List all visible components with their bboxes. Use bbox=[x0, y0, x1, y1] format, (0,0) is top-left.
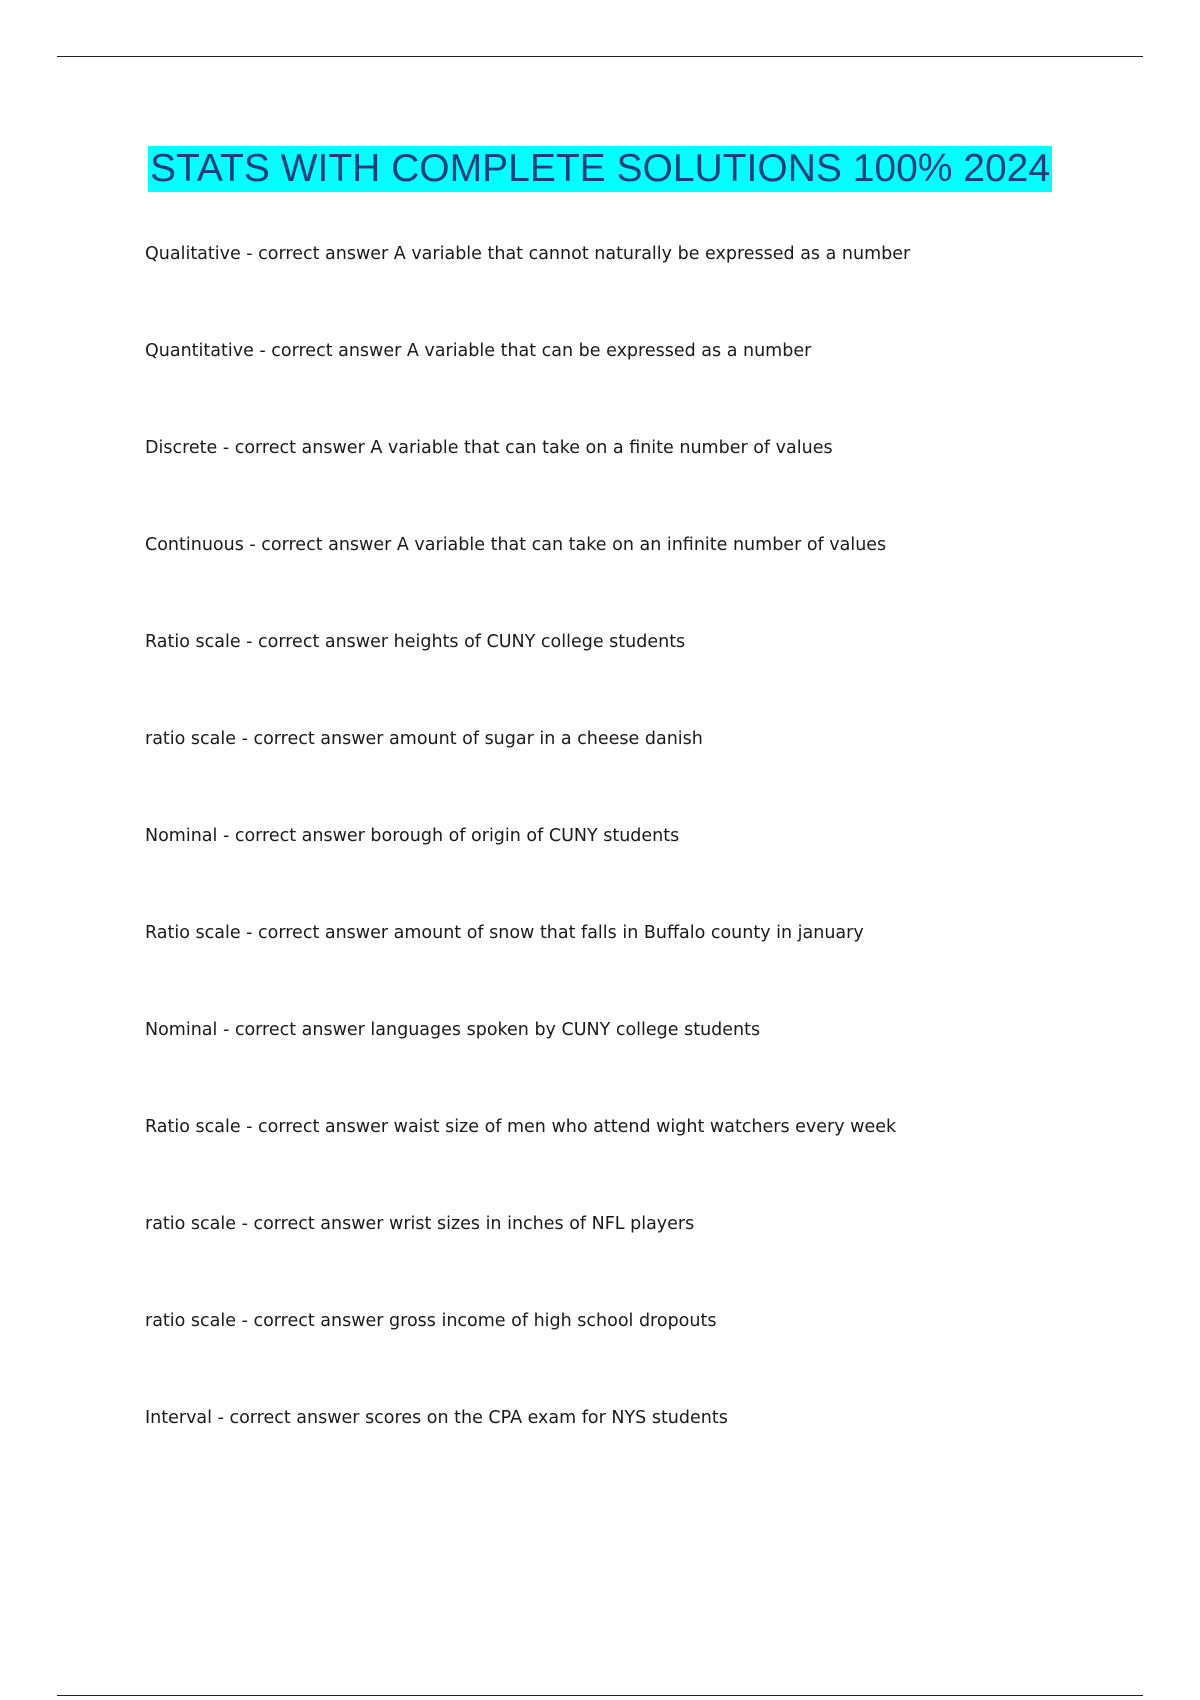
qa-item-quantitative: Quantitative - correct answer A variable that can be expressed as a number bbox=[145, 341, 812, 361]
qa-item-interval-cpa: Interval - correct answer scores on the CPA exam for NYS students bbox=[145, 1408, 728, 1428]
qa-item-ratio-wrist: ratio scale - correct answer wrist sizes in inches of NFL players bbox=[145, 1214, 695, 1234]
qa-item-ratio-sugar: ratio scale - correct answer amount of sugar in a cheese danish bbox=[145, 729, 703, 749]
qa-item-ratio-snow: Ratio scale - correct answer amount of snow that falls in Buffalo county in january bbox=[145, 923, 864, 943]
qa-item-nominal-borough: Nominal - correct answer borough of origin of CUNY students bbox=[145, 826, 680, 846]
qa-item-ratio-waist: Ratio scale - correct answer waist size of men who attend wight watchers every week bbox=[145, 1117, 897, 1137]
qa-item-ratio-heights: Ratio scale - correct answer heights of CUNY college students bbox=[145, 632, 686, 652]
qa-item-ratio-income: ratio scale - correct answer gross income of high school dropouts bbox=[145, 1311, 717, 1331]
qa-item-qualitative: Qualitative - correct answer A variable that cannot naturally be expressed as a number bbox=[145, 244, 911, 264]
document-title: STATS WITH COMPLETE SOLUTIONS 100% 2024 bbox=[149, 147, 1051, 190]
title-container bbox=[0, 146, 1200, 192]
qa-item-continuous: Continuous - correct answer A variable that can take on an infinite number of values bbox=[145, 535, 887, 555]
qa-item-discrete: Discrete - correct answer A variable that can take on a finite number of values bbox=[145, 438, 833, 458]
qa-item-nominal-languages: Nominal - correct answer languages spoken by CUNY college students bbox=[145, 1020, 761, 1040]
footer-rule bbox=[57, 1695, 1143, 1696]
header-rule bbox=[57, 56, 1143, 57]
qa-list bbox=[145, 238, 910, 1499]
